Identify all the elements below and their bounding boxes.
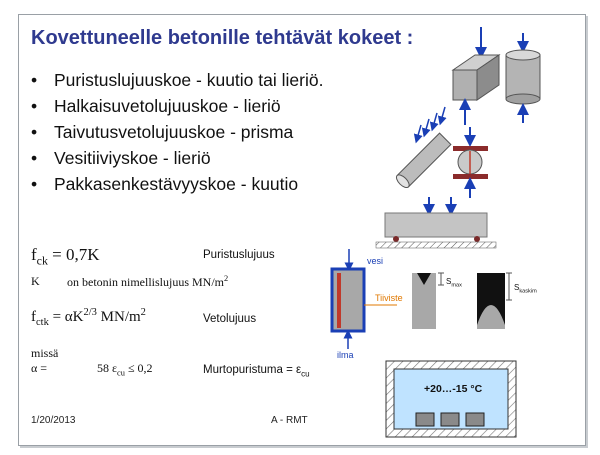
chamber-temperature: +20…-15 °C bbox=[424, 383, 483, 395]
missa-text: missä bbox=[31, 346, 59, 360]
footer-date: 1/20/2013 bbox=[31, 415, 76, 426]
bullet-text: Taivutusvetolujuuskoe - prisma bbox=[54, 122, 294, 142]
bullet-dot-icon: • bbox=[31, 174, 38, 194]
prism-flexural-icon bbox=[376, 197, 496, 248]
fctk-unit-sup: 2 bbox=[140, 307, 146, 318]
test-illustrations bbox=[19, 15, 585, 445]
k-desc-text: on betonin nimellislujuus MN/m bbox=[67, 275, 225, 289]
slide bbox=[18, 14, 586, 446]
label-tiiviste: Tiiviste bbox=[375, 293, 403, 303]
alpha-rhs-b: ≤ 0,2 bbox=[124, 361, 153, 375]
bullet-dot-icon: • bbox=[31, 96, 38, 116]
fctk-symbol: f bbox=[31, 309, 36, 325]
label-smax-s: S bbox=[446, 277, 452, 286]
label-smax bbox=[446, 277, 462, 289]
alpha-lhs: α = bbox=[31, 361, 48, 375]
bullet-text: Pakkasenkestävyyskoe - kuutio bbox=[54, 174, 299, 194]
murto-sub: cu bbox=[301, 369, 310, 379]
bullet-text: Halkaisuvetolujuuskoe - lieriö bbox=[54, 96, 281, 116]
fctk-description: Vetolujuus bbox=[203, 313, 257, 325]
label-skaskim-sub: kaskim bbox=[519, 288, 537, 295]
bullet-dot-icon: • bbox=[31, 70, 38, 90]
alpha-rhs-sub: cu bbox=[117, 368, 125, 378]
fctk-subscript: ctk bbox=[36, 317, 49, 328]
label-vesi: vesi bbox=[367, 256, 384, 266]
bullet-dot-icon: • bbox=[31, 148, 38, 168]
fctk-exponent: 2/3 bbox=[83, 307, 97, 318]
fck-symbol: f bbox=[31, 245, 37, 264]
k-symbol: K bbox=[31, 274, 40, 288]
murto-text-a: Murtopuristuma = ε bbox=[203, 364, 302, 376]
bullet-text: Puristuslujuuskoe - kuutio tai lieriö. bbox=[54, 70, 324, 90]
slide-title: Kovettuneelle betonille tehtävät kokeet : bbox=[31, 27, 414, 49]
freeze-thaw-chamber-icon bbox=[386, 361, 516, 437]
bullet-text: Vesitiiviyskoe - lieriö bbox=[54, 148, 211, 168]
splitting-cylinder-icon bbox=[394, 107, 451, 190]
fck-description: Puristuslujuus bbox=[203, 249, 275, 261]
alpha-rhs-a: 58 ε bbox=[97, 361, 118, 375]
label-skaskim bbox=[514, 283, 537, 295]
penetration-profile-icon bbox=[412, 273, 444, 329]
label-skaskim-s: S bbox=[514, 283, 520, 292]
penetration-profile-max-icon bbox=[477, 273, 512, 329]
cylinder-compression-icon bbox=[506, 33, 540, 123]
footer-center: A - RMT bbox=[271, 415, 308, 426]
label-ilma: ilma bbox=[337, 350, 354, 360]
label-smax-sub: max bbox=[451, 282, 462, 289]
bullet-dot-icon: • bbox=[31, 122, 38, 142]
cube-compression-icon bbox=[453, 27, 499, 125]
k-desc-sup: 2 bbox=[224, 274, 229, 283]
fctk-rhs-a: = αK bbox=[48, 309, 84, 325]
splitting-press-icon bbox=[453, 127, 488, 198]
fck-subscript: ck bbox=[36, 253, 48, 268]
fctk-rhs-b: MN/m bbox=[96, 309, 141, 325]
fck-rhs: = 0,7K bbox=[47, 245, 100, 264]
